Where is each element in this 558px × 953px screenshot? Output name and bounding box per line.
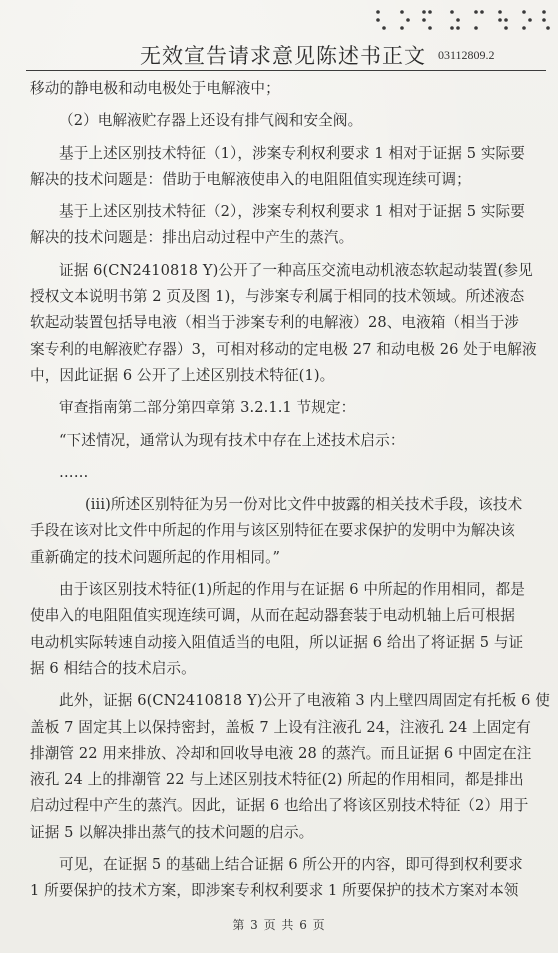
document-body: [30, 76, 551, 911]
text-line: 案专利的电解液贮存器）3，可相对移动的定电极 27 和动电极 26 处于电解液: [30, 340, 537, 358]
text-line: 启动过程中产生的蒸汽。因此，证据 6 也给出了将该区别技术特征（2）用于: [30, 797, 529, 815]
text-line: 解决的技术问题是：排出启动过程中产生的蒸汽。: [30, 229, 354, 247]
paragraph: [30, 76, 540, 102]
binding-code-dots: [372, 6, 552, 34]
text-line: 基于上述区别技术特征（1），涉案专利权利要求 1 相对于证据 5 实际要: [59, 144, 525, 162]
text-line: 软起动装置包括导电液（相当于涉案专利的电解液）28、电液箱（相当于涉: [30, 314, 519, 332]
text-line: 电动机实际转速自动接入阻值适当的电阻，所以证据 6 给出了将证据 5 与证: [30, 633, 524, 651]
text-line: 盖板 7 固定其上以保持密封，盖板 7 上设有注液孔 24，注液孔 24 上固定有: [30, 718, 531, 736]
text-line: 证据 5 以解决排出蒸气的技术问题的启示。: [30, 823, 314, 841]
text-line: 排潮管 22 用来排放、冷却和回收导电液 28 的蒸汽。而且证据 6 中固定在注: [30, 744, 532, 762]
paragraph: [30, 395, 540, 421]
page-header: [0, 34, 558, 74]
text-line: ……: [59, 463, 89, 481]
text-line: 此外，证据 6(CN2410818 Y)公开了电液箱 3 内上壁四周固定有托板 6 使: [59, 692, 551, 710]
text-line: 审查指南第二部分第四章第 3.2.1.1 节规定：: [59, 399, 356, 417]
text-line: 中，因此证据 6 公开了上述区别技术特征(1)。: [30, 366, 335, 384]
text-line: 解决的技术问题是：借助于电解液使串入的电阻阻值实现连续可调；: [30, 170, 471, 188]
paragraph: [30, 199, 540, 252]
paragraph: [30, 258, 540, 389]
text-line: 由于该区别技术特征(1)所起的作用与在证据 6 中所起的作用相同，都是: [59, 581, 525, 599]
header-divider: [26, 70, 546, 71]
text-line: 授权文本说明书第 2 页及图 1)，与涉案专利属于相同的技术领域。所述液态: [30, 288, 525, 306]
application-number: 03112809.2: [438, 48, 495, 62]
paragraph: [30, 577, 540, 682]
text-line: 基于上述区别技术特征（2），涉案专利权利要求 1 相对于证据 5 实际要: [59, 203, 525, 221]
text-line: 使串入的电阻阻值实现连续可调，从而在起动器套装于电动机轴上后可根据: [30, 607, 515, 625]
page-footer: [0, 916, 558, 933]
paragraph: [30, 460, 540, 486]
text-line: 液孔 24 上的排潮管 22 与上述区别技术特征(2) 所起的作用相同，都是排出: [30, 771, 524, 789]
text-line: 移动的静电极和动电极处于电解液中；: [30, 80, 280, 97]
document-title: 无效宣告请求意见陈述书正文: [140, 44, 426, 68]
text-line: 证据 6(CN2410818 Y)公开了一种高压交流电动机液态软起动装置(参见: [59, 261, 533, 279]
text-line: 据 6 相结合的技术启示。: [30, 659, 196, 677]
paragraph: [30, 108, 540, 134]
text-line: 重新确定的技术问题所起的作用相同。”: [30, 548, 281, 566]
paragraph: [30, 852, 540, 905]
text-line: 可见，在证据 5 的基础上结合证据 6 所公开的内容，即可得到权利要求: [59, 856, 523, 874]
page-number: 第 3 页 共 6 页: [232, 918, 326, 932]
paragraph: [30, 688, 551, 846]
paragraph: [30, 141, 540, 194]
paragraph: [30, 492, 540, 571]
paragraph: [30, 428, 540, 454]
text-line: （2）电解液贮存器上还设有排气阀和安全阀。: [59, 112, 363, 130]
text-line: “下述情况，通常认为现有技术中存在上述技术启示：: [59, 431, 405, 449]
text-line: 1 所要保护的技术方案，即涉案专利权利要求 1 所要保护的技术方案对本领: [30, 882, 519, 900]
text-line: 手段在该对比文件中所起的作用与该区别特征在要求保护的发明中为解决该: [30, 522, 515, 540]
text-line: (iii)所述区别特征为另一份对比文件中披露的相关技术手段，该技术: [85, 496, 523, 514]
